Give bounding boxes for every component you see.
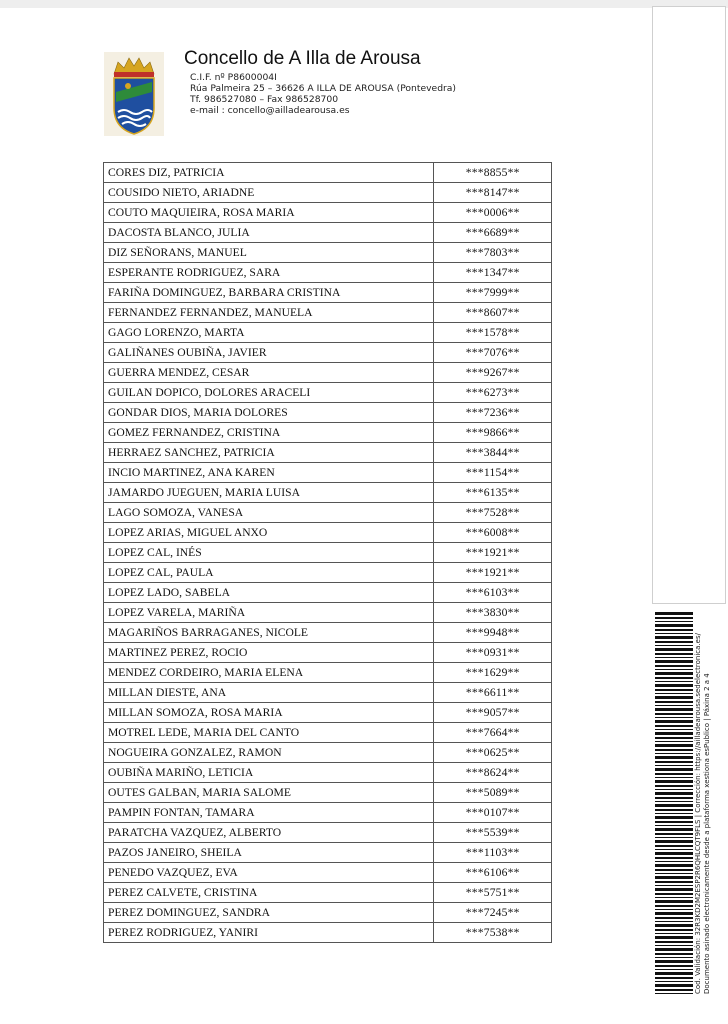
table-row — [104, 303, 552, 323]
validation-line: Cod. Validación: 32R3KD2M2ESP2R6QHLCQT9FLS | Corrección: https://ailladearousa.sedelectronica.es/ — [694, 633, 702, 994]
table-row — [104, 423, 552, 443]
person-name: INCIO MARTINEZ, ANA KAREN — [104, 463, 434, 483]
masked-id: ***1629** — [434, 663, 552, 683]
table-row — [104, 683, 552, 703]
masked-id: ***1578** — [434, 323, 552, 343]
email-line: e-mail : concello@ailladearousa.es — [190, 105, 350, 116]
person-name: PEREZ DOMINGUEZ, SANDRA — [104, 903, 434, 923]
page-title: Concello de A Illa de Arousa — [184, 48, 421, 69]
table-row — [104, 863, 552, 883]
masked-id: ***6273** — [434, 383, 552, 403]
table-row — [104, 763, 552, 783]
table-row — [104, 283, 552, 303]
municipal-crest-icon — [104, 52, 164, 136]
table-row — [104, 523, 552, 543]
barcode-icon — [655, 612, 693, 994]
person-name: DIZ SEÑORANS, MANUEL — [104, 243, 434, 263]
address-line: Rúa Palmeira 25 – 36626 A ILLA DE AROUSA (Pontevedra) — [190, 83, 457, 94]
table-row — [104, 723, 552, 743]
table-row — [104, 403, 552, 423]
masked-id: ***8147** — [434, 183, 552, 203]
masked-id: ***7803** — [434, 243, 552, 263]
person-name: GONDAR DIOS, MARIA DOLORES — [104, 403, 434, 423]
masked-id: ***1103** — [434, 843, 552, 863]
table-row — [104, 203, 552, 223]
masked-id: ***5089** — [434, 783, 552, 803]
person-name: HERRAEZ SANCHEZ, PATRICIA — [104, 443, 434, 463]
person-name: COUSIDO NIETO, ARIADNE — [104, 183, 434, 203]
table-row — [104, 563, 552, 583]
table-row — [104, 743, 552, 763]
side-panel — [652, 6, 726, 604]
masked-id: ***9948** — [434, 623, 552, 643]
masked-id: ***3844** — [434, 443, 552, 463]
masked-id: ***6103** — [434, 583, 552, 603]
masked-id: ***6008** — [434, 523, 552, 543]
person-name: DACOSTA BLANCO, JULIA — [104, 223, 434, 243]
person-name: MOTREL LEDE, MARIA DEL CANTO — [104, 723, 434, 743]
person-name: FARIÑA DOMINGUEZ, BARBARA CRISTINA — [104, 283, 434, 303]
person-name: PAMPIN FONTAN, TAMARA — [104, 803, 434, 823]
table-row — [104, 803, 552, 823]
person-name: OUTES GALBAN, MARIA SALOME — [104, 783, 434, 803]
table-row — [104, 883, 552, 903]
masked-id: ***3830** — [434, 603, 552, 623]
masked-id: ***9866** — [434, 423, 552, 443]
person-name: NOGUEIRA GONZALEZ, RAMON — [104, 743, 434, 763]
table-row — [104, 603, 552, 623]
masked-id: ***0107** — [434, 803, 552, 823]
masked-id: ***7245** — [434, 903, 552, 923]
person-name: PEREZ RODRIGUEZ, YANIRI — [104, 923, 434, 943]
masked-id: ***7528** — [434, 503, 552, 523]
table-row — [104, 463, 552, 483]
person-name: GUERRA MENDEZ, CESAR — [104, 363, 434, 383]
person-name: MAGARIÑOS BARRAGANES, NICOLE — [104, 623, 434, 643]
table-row — [104, 663, 552, 683]
person-name: MILLAN SOMOZA, ROSA MARIA — [104, 703, 434, 723]
masked-id: ***1921** — [434, 563, 552, 583]
masked-id: ***5539** — [434, 823, 552, 843]
table-row — [104, 163, 552, 183]
person-name: PAZOS JANEIRO, SHEILA — [104, 843, 434, 863]
person-name: CORES DIZ, PATRICIA — [104, 163, 434, 183]
masked-id: ***1347** — [434, 263, 552, 283]
table-row — [104, 223, 552, 243]
masked-id: ***5751** — [434, 883, 552, 903]
masked-id: ***9057** — [434, 703, 552, 723]
table-row — [104, 323, 552, 343]
masked-id: ***1154** — [434, 463, 552, 483]
person-name: OUBIÑA MARIÑO, LETICIA — [104, 763, 434, 783]
masked-id: ***7236** — [434, 403, 552, 423]
person-name: MENDEZ CORDEIRO, MARIA ELENA — [104, 663, 434, 683]
person-name: FERNANDEZ FERNANDEZ, MANUELA — [104, 303, 434, 323]
person-name: COUTO MAQUIEIRA, ROSA MARIA — [104, 203, 434, 223]
masked-id: ***6135** — [434, 483, 552, 503]
table-row — [104, 363, 552, 383]
person-name: LAGO SOMOZA, VANESA — [104, 503, 434, 523]
masked-id: ***0625** — [434, 743, 552, 763]
table-row — [104, 503, 552, 523]
table-row — [104, 923, 552, 943]
masked-id: ***8855** — [434, 163, 552, 183]
masked-id: ***6106** — [434, 863, 552, 883]
masked-id: ***0931** — [434, 643, 552, 663]
table-row — [104, 823, 552, 843]
table-row — [104, 343, 552, 363]
person-name: MILLAN DIESTE, ANA — [104, 683, 434, 703]
person-name: JAMARDO JUEGUEN, MARIA LUISA — [104, 483, 434, 503]
person-name: LOPEZ VARELA, MARIÑA — [104, 603, 434, 623]
cif-line: C.I.F. nº P8600004I — [190, 72, 277, 83]
person-name: LOPEZ ARIAS, MIGUEL ANXO — [104, 523, 434, 543]
person-name: GOMEZ FERNANDEZ, CRISTINA — [104, 423, 434, 443]
table-body — [104, 163, 552, 943]
phone-line: Tf. 986527080 – Fax 986528700 — [190, 94, 339, 105]
table-row — [104, 183, 552, 203]
signature-line: Documento asinado electronicamente desde a plataforma xestiona esPublico | Páxina 2 a 4 — [703, 673, 711, 994]
table-row — [104, 643, 552, 663]
table-row — [104, 783, 552, 803]
masked-id: ***7664** — [434, 723, 552, 743]
table-row — [104, 583, 552, 603]
table-row — [104, 383, 552, 403]
table-row — [104, 443, 552, 463]
person-name: MARTINEZ PEREZ, ROCIO — [104, 643, 434, 663]
top-strip — [0, 0, 728, 8]
person-name: GAGO LORENZO, MARTA — [104, 323, 434, 343]
person-name: PARATCHA VAZQUEZ, ALBERTO — [104, 823, 434, 843]
masked-id: ***9267** — [434, 363, 552, 383]
table-row — [104, 243, 552, 263]
masked-id: ***8624** — [434, 763, 552, 783]
masked-id: ***8607** — [434, 303, 552, 323]
table-row — [104, 263, 552, 283]
masked-id: ***6611** — [434, 683, 552, 703]
person-name: GUILAN DOPICO, DOLORES ARACELI — [104, 383, 434, 403]
masked-id: ***7538** — [434, 923, 552, 943]
person-name: GALIÑANES OUBIÑA, JAVIER — [104, 343, 434, 363]
table-row — [104, 843, 552, 863]
masked-id: ***6689** — [434, 223, 552, 243]
person-name: ESPERANTE RODRIGUEZ, SARA — [104, 263, 434, 283]
table-row — [104, 623, 552, 643]
validation-text — [694, 633, 712, 994]
table-row — [104, 703, 552, 723]
person-name: PENEDO VAZQUEZ, EVA — [104, 863, 434, 883]
table-row — [104, 903, 552, 923]
person-name: LOPEZ CAL, PAULA — [104, 563, 434, 583]
masked-id: ***7076** — [434, 343, 552, 363]
names-table — [103, 162, 552, 943]
table-row — [104, 543, 552, 563]
table-row — [104, 483, 552, 503]
masked-id: ***1921** — [434, 543, 552, 563]
person-name: PEREZ CALVETE, CRISTINA — [104, 883, 434, 903]
person-name: LOPEZ LADO, SABELA — [104, 583, 434, 603]
masked-id: ***7999** — [434, 283, 552, 303]
masked-id: ***0006** — [434, 203, 552, 223]
person-name: LOPEZ CAL, INÉS — [104, 543, 434, 563]
